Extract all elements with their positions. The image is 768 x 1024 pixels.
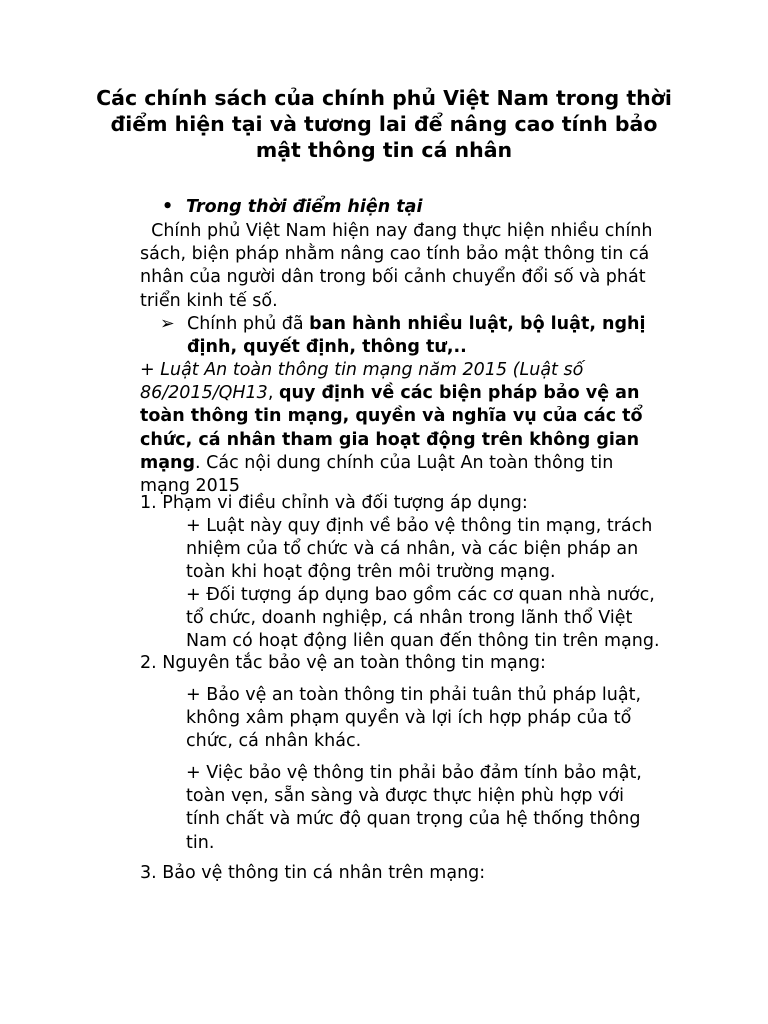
point-line: toàn vẹn, sẵn sàng và được thực hiện phù hợp với (186, 786, 624, 807)
law-paragraph (140, 359, 700, 498)
law-line (140, 429, 700, 452)
title-line: Các chính sách của chính phủ Việt Nam trong thời (96, 86, 672, 110)
point-line: chức, cá nhân khác. (186, 731, 362, 752)
arrow-list-item-continued (187, 336, 467, 359)
item1-heading (140, 492, 700, 515)
law-line (140, 382, 700, 405)
law-bold: quy định về các biện pháp bảo vệ an (278, 383, 640, 404)
arrow-item-bold: ban hành nhiều luật, bộ luật, nghị (309, 314, 646, 334)
bullet-icon: • (162, 197, 174, 217)
point-line: tổ chức, doanh nghiệp, cá nhân trong lãnh thổ Việt (186, 608, 633, 629)
point-line: + Bảo vệ an toàn thông tin phải tuân thủ pháp luật, (186, 685, 642, 705)
item-heading: 1. Phạm vi điều chỉnh và đối tượng áp dụng: (140, 493, 528, 513)
law-line: mạng 2015 (140, 476, 241, 497)
law-rest: . Các nội dung chính của Luật An toàn thông tin (195, 452, 614, 473)
law-line (140, 405, 700, 428)
point-line: tin. (186, 832, 215, 853)
item2-point2 (186, 762, 706, 855)
item1-point1 (186, 515, 706, 585)
law-bold: toàn thông tin mạng, quyền và nghĩa vụ của các tổ (140, 406, 643, 427)
item1-point2 (186, 584, 706, 654)
title-line: mật thông tin cá nhân (255, 138, 513, 162)
section-heading (162, 196, 422, 219)
law-number: 86/2015/QH13 (140, 383, 268, 404)
item-heading: 3. Bảo vệ thông tin cá nhân trên mạng: (140, 863, 486, 883)
arrow-list-item (160, 313, 646, 336)
point-line: tính chất và mức độ quan trọng của hệ thống thông (186, 809, 641, 830)
intro-paragraph (140, 220, 700, 313)
law-bold: chức, cá nhân tham gia hoạt động trên không gian (140, 429, 640, 450)
document-title (60, 85, 708, 163)
point-line: không xâm phạm quyền và lợi ích hợp pháp của tổ (186, 708, 632, 729)
intro-line: sách, biện pháp nhằm nâng cao tính bảo mật thông tin cá (140, 244, 650, 265)
arrow-bullet-icon: ➢ (160, 314, 175, 334)
law-bold: mạng (140, 452, 196, 473)
arrow-item-bold: định, quyết định, thông tư,.. (187, 337, 467, 357)
point-line: Nam có hoạt động liên quan đến thông tin trên mạng. (186, 631, 660, 652)
point-line: + Đối tượng áp dụng bao gồm các cơ quan nhà nước, (186, 585, 655, 605)
title-line: điểm hiện tại và tương lai để nâng cao tính bảo (110, 112, 658, 136)
point-line: toàn khi hoạt động trên môi trường mạng. (186, 562, 556, 583)
item-heading: 2. Nguyên tắc bảo vệ an toàn thông tin mạng: (140, 653, 546, 673)
intro-line: nhân của người dân trong bối cảnh chuyển đổi số và phát (140, 267, 646, 288)
law-comma: , (267, 383, 279, 404)
law-italic: + Luật An toàn thông tin mạng năm 2015 (Luật số (140, 360, 584, 380)
item2-heading (140, 652, 700, 675)
law-line (140, 359, 700, 382)
item2-point1 (186, 684, 706, 754)
point-line: + Việc bảo vệ thông tin phải bảo đảm tính bảo mật, (186, 763, 642, 783)
law-line (140, 452, 700, 475)
item3-heading (140, 862, 700, 885)
intro-line: Chính phủ Việt Nam hiện nay đang thực hiện nhiều chính (140, 221, 653, 241)
point-line: nhiệm của tổ chức và cá nhân, và các biện pháp an (186, 539, 639, 560)
intro-line: triển kinh tế số. (140, 290, 278, 311)
section-heading-text: Trong thời điểm hiện tại (186, 197, 423, 217)
arrow-item-prefix: Chính phủ đã (187, 314, 310, 334)
point-line: + Luật này quy định về bảo vệ thông tin mạng, trách (186, 516, 653, 536)
